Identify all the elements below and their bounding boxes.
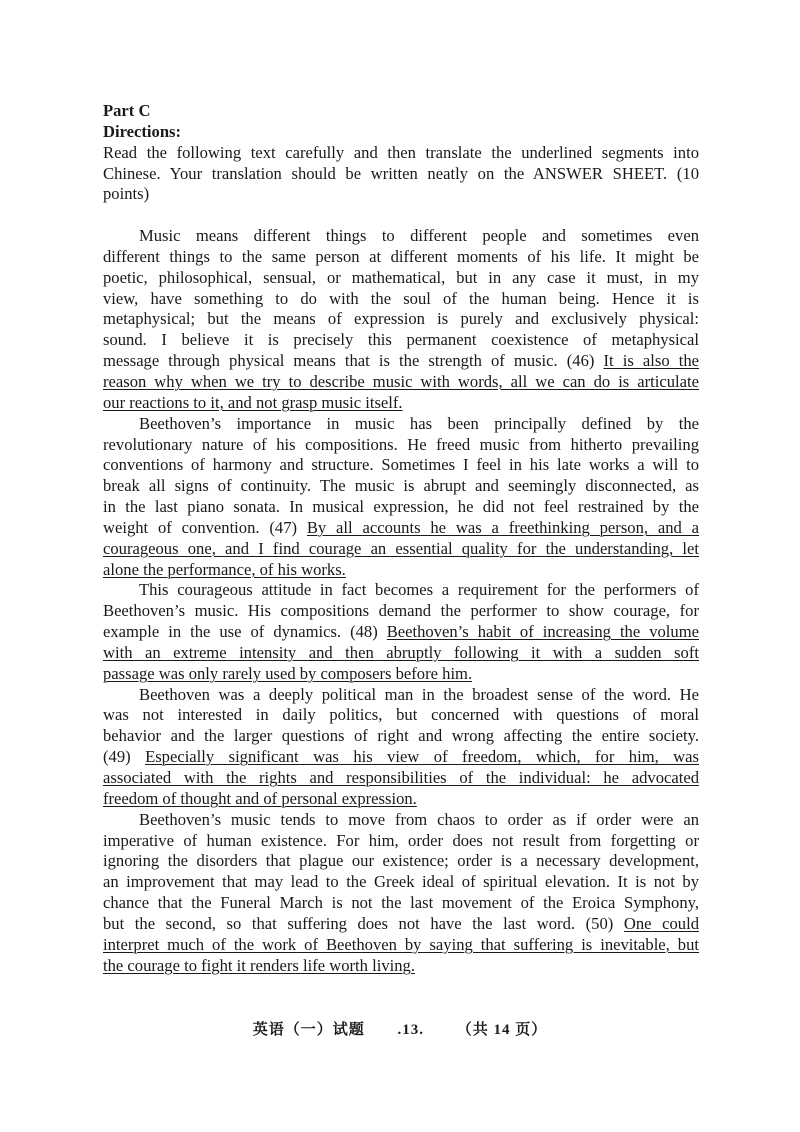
underlined-segment: passage was only rarely used by composers before him. — [103, 663, 473, 683]
paragraph-1-line — [103, 289, 699, 310]
paragraph-5-line — [103, 893, 699, 914]
underlined-segment: Beethoven’s habit of increasing the volume — [386, 622, 699, 642]
paragraph-5-line — [103, 914, 699, 935]
underlined-segment: our reactions to it, and not grasp music itself. — [103, 392, 403, 412]
paragraph-2-line — [103, 476, 699, 497]
paragraph-1-line — [103, 351, 699, 372]
paragraph-5-line — [103, 851, 699, 872]
passage-text: This courageous attitude in fact becomes a requirement for the performers of — [139, 580, 699, 600]
paragraph-5-line — [103, 831, 699, 852]
paragraph-2-line — [103, 518, 699, 539]
section-heading: Part C — [103, 101, 151, 120]
paragraph-3-line — [103, 601, 699, 622]
passage-text: behavior and the larger questions of right and wrong affecting the entire society. — [103, 726, 699, 746]
paragraph-2-line — [103, 414, 699, 435]
passage-text: in the last piano sonata. In musical expression, he did not feel restrained by the — [103, 497, 699, 517]
paragraph-4-line — [103, 747, 699, 768]
underlined-segment: associated with the rights and responsibilities of the individual: he advocated — [103, 768, 699, 787]
paragraph-2-line — [103, 560, 699, 581]
paragraph-2-line — [103, 539, 699, 560]
underlined-segment: courageous one, and I find courage an essential quality for the understanding, let — [103, 538, 699, 558]
paragraph-4-line — [103, 768, 699, 789]
passage-text: sound. I believe it is precisely this permanent coexistence of metaphysical — [103, 330, 699, 350]
paragraph-2-line — [103, 497, 699, 518]
page-number: .13. — [397, 1022, 424, 1038]
paragraph-1-line — [103, 372, 699, 393]
paragraph-1-line — [103, 268, 699, 289]
passage-text: Beethoven’s importance in music has been principally defined by the — [139, 413, 699, 433]
underlined-segment: Especially significant was his view of freedom, which, for him, was — [145, 747, 699, 767]
passage-text: (49) — [103, 747, 146, 767]
underlined-segment: One could — [623, 913, 699, 933]
passage-text: was not interested in daily politics, but concerned with questions of moral — [103, 705, 699, 725]
underlined-segment: reason why when we try to describe music with words, all we can do is articulate — [103, 371, 699, 391]
directions-label: Directions: — [103, 121, 182, 141]
footer-title: 英语（一）试题 — [252, 1022, 365, 1038]
underlined-segment: with an extreme intensity and then abruptly following it with a sudden soft — [103, 642, 699, 662]
passage-text: weight of convention. (47) — [103, 517, 307, 537]
passage-text: view, have something to do with the soul of the human being. Hence it is — [103, 288, 699, 308]
paragraph-3-line — [103, 622, 699, 643]
underlined-segment: alone the performance, of his works. — [103, 559, 346, 579]
passage-text: chance that the Funeral March is not the last movement of the Eroica Symphony, — [103, 893, 699, 913]
paragraph-2-line — [103, 455, 699, 476]
passage-text: break all signs of continuity. The music is abrupt and seemingly disconnected, as — [103, 476, 699, 496]
paragraph-1-line — [103, 330, 699, 351]
passage-text: but the second, so that suffering does not have the last word. (50) — [103, 913, 624, 933]
paragraph-5-line — [103, 935, 699, 956]
paragraph-1-line — [103, 247, 699, 268]
paragraph-4-line — [103, 705, 699, 726]
passage-text: ignoring the disorders that plague our existence; order is a necessary development, — [103, 851, 699, 871]
paragraph-1-line — [103, 309, 699, 330]
passage-text: example in the use of dynamics. (48) — [103, 622, 387, 642]
paragraph-4-line — [103, 685, 699, 706]
paragraph-5-line — [103, 872, 699, 893]
passage-text: an improvement that may lead to the Greek ideal of spiritual elevation. It is not by — [103, 872, 699, 892]
paragraph-2-line — [103, 435, 699, 456]
exam-page — [103, 101, 699, 976]
underlined-segment: the courage to fight it renders life worth living. — [103, 955, 415, 975]
passage-text: Beethoven’s music tends to move from chaos to order as if order were an — [139, 809, 699, 829]
page-footer — [0, 1018, 800, 1039]
paragraph-1-line — [103, 226, 699, 247]
passage — [103, 226, 699, 976]
directions-line: Chinese. Your translation should be written neatly on the ANSWER SHEET. (10 — [103, 163, 699, 183]
paragraph-4-line — [103, 789, 699, 810]
passage-text: metaphysical; but the means of expression is purely and exclusively physical: — [103, 309, 699, 329]
directions-line: Read the following text carefully and then translate the underlined segments into — [103, 142, 699, 162]
underlined-segment: By all accounts he was a freethinking person, and a — [306, 517, 699, 537]
paragraph-3-line — [103, 580, 699, 601]
passage-text: message through physical means that is the strength of music. (46) — [103, 351, 604, 371]
passage-text: different things to the same person at different moments of his life. It might be — [103, 246, 699, 266]
underlined-segment: freedom of thought and of personal expression. — [103, 788, 417, 808]
paragraph-3-line — [103, 664, 699, 685]
paragraph-1-line — [103, 393, 699, 414]
total-pages: （共 14 页） — [456, 1022, 548, 1038]
passage-text: imperative of human existence. For him, order does not result from forgetting or — [103, 830, 699, 850]
paragraph-5-line — [103, 956, 699, 977]
passage-text: revolutionary nature of his compositions. He freed music from hitherto prevailing — [103, 434, 699, 454]
paragraph-4-line — [103, 726, 699, 747]
underlined-segment: It is also the — [603, 351, 699, 371]
passage-text: Music means different things to different people and sometimes even — [139, 226, 699, 246]
passage-text: Beethoven’s music. His compositions demand the performer to show courage, for — [103, 601, 699, 621]
passage-text: poetic, philosophical, sensual, or mathematical, but in any case it must, in my — [103, 267, 699, 287]
passage-text: Beethoven was a deeply political man in the broadest sense of the word. He — [139, 684, 699, 704]
paragraph-5-line — [103, 810, 699, 831]
directions-line: points) — [103, 184, 150, 204]
underlined-segment: interpret much of the work of Beethoven by saying that suffering is inevitable, but — [103, 934, 699, 954]
paragraph-3-line — [103, 643, 699, 664]
passage-text: conventions of harmony and structure. Sometimes I feel in his late works a will to — [103, 455, 699, 475]
